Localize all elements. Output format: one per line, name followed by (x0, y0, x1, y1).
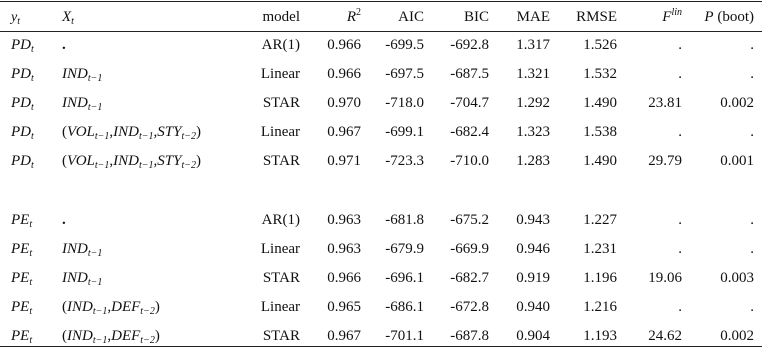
rmse-cell: 1.538 (583, 124, 617, 140)
col-header-r2: $R^2$ (346, 6, 361, 25)
aic-cell: -696.1 (385, 270, 424, 286)
bic-cell: -682.4 (450, 124, 489, 140)
pboot-cell: 0.003 (720, 270, 754, 286)
rmse-cell: 1.526 (583, 37, 617, 53)
rmse-cell: 1.227 (583, 212, 617, 228)
rmse-cell: 1.490 (583, 95, 617, 111)
bic-cell: -704.7 (450, 95, 489, 111)
table-row (0, 235, 762, 264)
rmse-cell: 1.216 (583, 299, 617, 315)
model-cell: Linear (260, 241, 300, 257)
model-cell: Linear (260, 66, 300, 82)
aic-cell: -701.1 (385, 328, 424, 344)
x-cell: $IND_{t-1}$ (62, 241, 103, 259)
col-header-mae: MAE (516, 8, 550, 25)
bic-cell: -675.2 (450, 212, 489, 228)
rmse-cell: 1.196 (583, 270, 617, 286)
y-cell: $PD_t$ (11, 153, 34, 171)
aic-cell: -679.9 (385, 241, 424, 257)
col-header-aic: AIC (398, 8, 424, 25)
bic-cell: -692.8 (450, 37, 489, 53)
x-cell: $(IND_{t-1},DEF_{t-2})$ (62, 328, 160, 346)
x-cell: . (62, 37, 66, 53)
model-comparison-table (0, 3, 762, 351)
mae-cell: 0.919 (516, 270, 550, 286)
bic-cell: -710.0 (450, 153, 489, 169)
y-cell: $PE_t$ (11, 299, 33, 317)
flin-cell: . (678, 241, 682, 257)
r2-cell: 0.970 (327, 95, 361, 111)
model-cell: AR(1) (261, 212, 300, 228)
mae-cell: 1.321 (516, 66, 550, 82)
model-cell: STAR (262, 95, 300, 111)
r2-cell: 0.965 (327, 299, 361, 315)
mae-cell: 1.292 (516, 95, 550, 111)
col-header-x: $X_t$ (62, 8, 74, 27)
aic-cell: -686.1 (385, 299, 424, 315)
flin-cell: . (678, 37, 682, 53)
col-header-y: $y_t$ (11, 9, 20, 27)
rmse-cell: 1.532 (583, 66, 617, 82)
model-cell: STAR (262, 328, 300, 344)
aic-cell: -697.5 (385, 66, 424, 82)
x-cell: $IND_{t-1}$ (62, 66, 103, 84)
r2-cell: 0.966 (327, 37, 361, 53)
pboot-cell: 0.002 (720, 95, 754, 111)
y-cell: $PD_t$ (11, 66, 34, 84)
table-row (0, 293, 762, 322)
r2-cell: 0.971 (327, 153, 361, 169)
pboot-cell: . (750, 241, 754, 257)
pboot-cell: 0.002 (720, 328, 754, 344)
y-cell: $PE_t$ (11, 241, 33, 259)
col-header-bic: BIC (463, 8, 489, 25)
aic-cell: -718.0 (385, 95, 424, 111)
header-row (0, 3, 762, 31)
y-cell: $PD_t$ (11, 95, 34, 113)
col-header-flin: $F^{lin}$ (662, 6, 682, 25)
col-header-rmse: RMSE (576, 8, 617, 25)
mae-cell: 0.943 (516, 212, 550, 228)
mae-cell: 1.317 (516, 37, 550, 53)
table-row (0, 118, 762, 147)
pboot-cell: 0.001 (720, 153, 754, 169)
table-row (0, 322, 762, 351)
y-cell: $PE_t$ (11, 212, 33, 230)
col-header-model: model (262, 8, 300, 25)
table-body (0, 31, 762, 351)
group-spacer-row (0, 176, 762, 206)
flin-cell: . (678, 212, 682, 228)
table-row (0, 206, 762, 235)
aic-cell: -681.8 (385, 212, 424, 228)
flin-cell: 24.62 (648, 328, 682, 344)
table-row (0, 89, 762, 118)
y-cell: $PE_t$ (11, 328, 33, 346)
bic-cell: -687.8 (450, 328, 489, 344)
mae-cell: 0.940 (516, 299, 550, 315)
flin-cell: . (678, 299, 682, 315)
model-cell: Linear (260, 124, 300, 140)
mae-cell: 1.283 (516, 153, 550, 169)
x-cell: . (62, 212, 66, 228)
aic-cell: -699.1 (385, 124, 424, 140)
pboot-cell: . (750, 37, 754, 53)
pboot-cell: . (750, 66, 754, 82)
mae-cell: 0.946 (516, 241, 550, 257)
table-row (0, 147, 762, 176)
bic-cell: -682.7 (450, 270, 489, 286)
flin-cell: 23.81 (648, 95, 682, 111)
bic-cell: -669.9 (450, 241, 489, 257)
x-cell: $(VOL_{t-1},IND_{t-1},STY_{t-2})$ (62, 153, 202, 171)
aic-cell: -723.3 (385, 153, 424, 169)
rmse-cell: 1.231 (583, 241, 617, 257)
r2-cell: 0.963 (327, 241, 361, 257)
col-header-pboot: P (boot) (704, 8, 754, 25)
mae-cell: 1.323 (516, 124, 550, 140)
rmse-cell: 1.490 (583, 153, 617, 169)
y-cell: $PE_t$ (11, 270, 33, 288)
pboot-cell: . (750, 124, 754, 140)
r2-cell: 0.967 (327, 328, 361, 344)
flin-cell: 19.06 (648, 270, 682, 286)
table-row (0, 31, 762, 60)
model-cell: STAR (262, 270, 300, 286)
x-cell: $IND_{t-1}$ (62, 270, 103, 288)
r2-cell: 0.963 (327, 212, 361, 228)
top-rule (0, 1, 762, 2)
flin-cell: 29.79 (648, 153, 682, 169)
y-cell: $PD_t$ (11, 124, 34, 142)
flin-cell: . (678, 66, 682, 82)
mae-cell: 0.904 (516, 328, 550, 344)
flin-cell: . (678, 124, 682, 140)
pboot-cell: . (750, 299, 754, 315)
x-cell: $(IND_{t-1},DEF_{t-2})$ (62, 299, 160, 317)
model-cell: Linear (260, 299, 300, 315)
table-row (0, 60, 762, 89)
x-cell: $(VOL_{t-1},IND_{t-1},STY_{t-2})$ (62, 124, 202, 142)
bic-cell: -672.8 (450, 299, 489, 315)
x-cell: $IND_{t-1}$ (62, 95, 103, 113)
y-cell: $PD_t$ (11, 37, 34, 55)
rmse-cell: 1.193 (583, 328, 617, 344)
r2-cell: 0.966 (327, 270, 361, 286)
r2-cell: 0.966 (327, 66, 361, 82)
bic-cell: -687.5 (450, 66, 489, 82)
r2-cell: 0.967 (327, 124, 361, 140)
model-cell: AR(1) (261, 37, 300, 53)
aic-cell: -699.5 (385, 37, 424, 53)
table-row (0, 264, 762, 293)
model-cell: STAR (262, 153, 300, 169)
pboot-cell: . (750, 212, 754, 228)
